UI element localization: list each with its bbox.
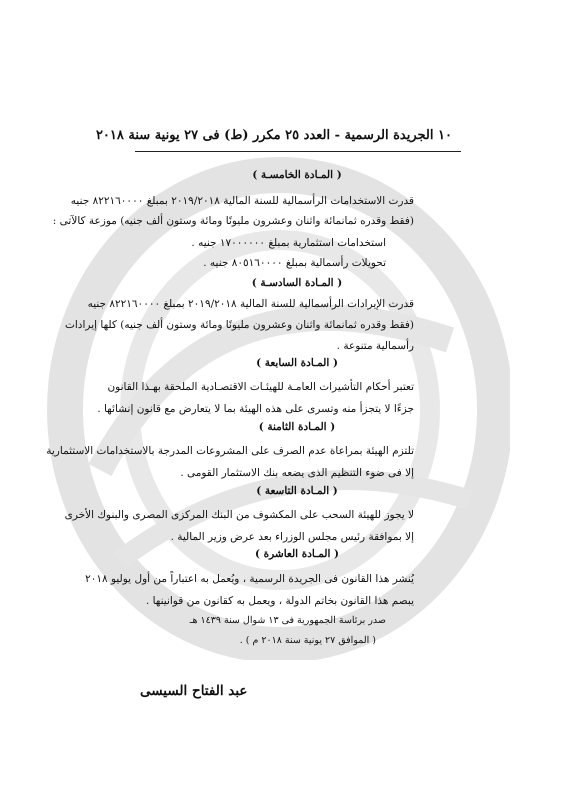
issued-line-2: ( الموافق ٢٧ يونية سنة ٢٠١٨ م ) .	[239, 635, 376, 646]
article-8-line-1: تلتزم الهيئة بمراعاة عدم الصرف على المشروعات المدرجة بالاستخدامات الاستثمارية	[46, 445, 414, 457]
signature-name: عبد الفتاح السيسى	[140, 683, 248, 699]
article-6-line-3: رأسمالية متنوعة .	[336, 340, 414, 352]
article-5-line-3: استخدامات استثمارية بمبلغ ١٧٠٠٠٠٠٠ جنيه .	[191, 237, 386, 249]
header-rule	[135, 151, 461, 152]
article-9-heading: ( المـادة التاسعة )	[256, 485, 338, 497]
article-6-heading: ( المـادة السادسـة )	[251, 277, 343, 289]
issued-line-1: صدر برئاسة الجمهورية فى ١٣ شوال سنة ١٤٣٩ هـ	[189, 615, 386, 626]
article-10-heading: ( المـادة العاشرة )	[254, 548, 339, 560]
article-9-line-1: لا يجوز للهيئة السحب على المكشوف من البنك المركزى المصرى والبنوك الأخرى	[64, 509, 414, 521]
article-6-line-1: قدرت الإيرادات الرأسمالية للسنة المالية ٢٠١٩/٢٠١٨ بمبلغ ٨٢٢١٦٠٠٠٠ جنيه	[87, 298, 414, 310]
article-5-heading: ( المـادة الخامسـة )	[252, 169, 342, 181]
article-8-heading: ( المـادة الثامنة )	[258, 421, 336, 433]
article-10-line-2: يبصم هذا القانون بخاتم الدولة ، ويعمل به كقانون من قوانينها .	[145, 595, 414, 607]
page-header: ١٠ الجريدة الرسمية - العدد ٢٥ مكرر (ط) فى ٢٧ يونية سنة ٢٠١٨	[95, 128, 452, 143]
article-10-line-1: يُنشر هذا القانون فى الجريدة الرسمية ، ويُعمل به اعتباراً من أول يوليو ٢٠١٨	[85, 573, 414, 585]
article-6-line-2: (فقط وقدره ثمانمائة واثنان وعشرون مليونًا ومائة وستون ألف جنيه) كلها إيرادات	[65, 319, 414, 331]
article-7-line-2: جزءًا لا يتجزأ منه وتسرى على هذه الهيئة بما لا يتعارض مع قانون إنشائها .	[97, 403, 414, 415]
article-8-line-2: إلا فى ضوء التنظيم الذى يضعه بنك الاستثمار القومى .	[180, 467, 414, 479]
article-5-line-2: (فقط وقدره ثمانمائة واثنان وعشرون مليونًا ومائة وستون ألف جنيه) موزعة كالآتى :	[52, 215, 414, 227]
article-5-line-1: قدرت الاستخدامات الرأسمالية للسنة المالية ٢٠١٩/٢٠١٨ بمبلغ ٨٢٢١٦٠٠٠٠ جنيه	[70, 195, 414, 207]
article-9-line-2: إلا بموافقة رئيس مجلس الوزراء بعد عرض وزير المالية .	[170, 531, 414, 543]
article-7-line-1: تعتبر أحكام التأشيرات العامـة للهيئـات الاقتصـادية الملحقة بهـذا القانون	[107, 381, 414, 393]
article-7-heading: ( المـادة السابعة )	[256, 357, 338, 369]
article-5-line-4: تحويلات رأسمالية بمبلغ ٨٠٥١٦٠٠٠٠ جنيه .	[203, 257, 386, 269]
